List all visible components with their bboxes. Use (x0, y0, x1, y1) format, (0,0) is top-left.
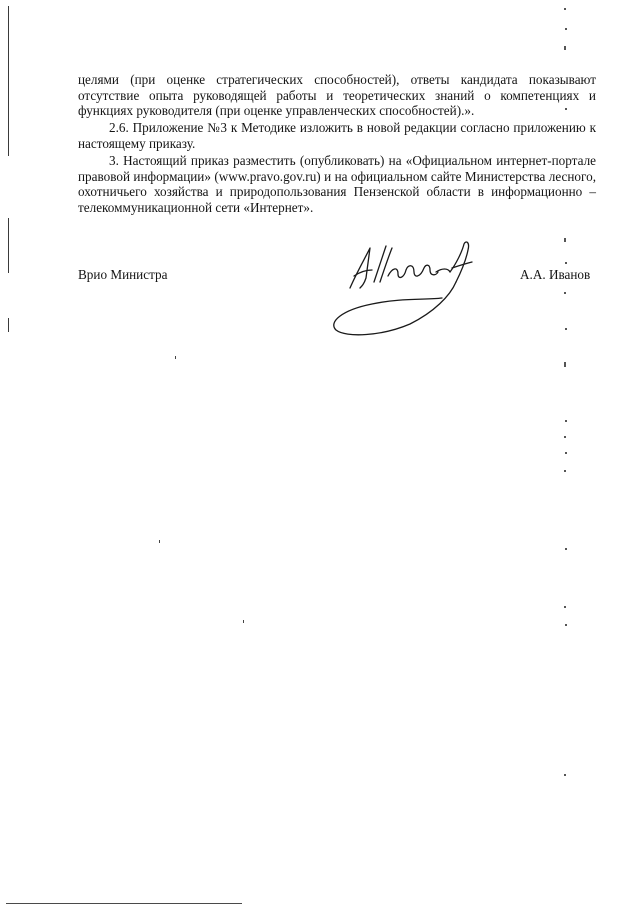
scan-edge-line (8, 318, 9, 332)
scan-edge-line (8, 218, 9, 273)
signatory-name: А.А. Иванов (520, 267, 591, 282)
scan-dot (175, 356, 176, 359)
paragraph-item-3: 3. Настоящий приказ разместить (опубликовать) на «Официальном интернет-портале правовой информации» (www.pravo.gov.ru) и на официальном сайте Министерства лесного, охотничьего хозяйства и природопользования Пензенской области в информационно – телекоммуникационной сети «Интернет». (78, 153, 596, 215)
scan-dot (243, 620, 244, 623)
scan-dot (159, 540, 160, 543)
paragraph-continuation: целями (при оценке стратегических способностей), ответы кандидата показывают отсутствие опыта руководящей работы и теоретических знаний о компетенциях и функциях руководителя (при оценке управленческих способностей).». (78, 72, 596, 119)
scan-edge-line (6, 903, 242, 904)
signatory-title: Врио Министра (78, 267, 168, 282)
paragraph-item-2-6: 2.6. Приложение №3 к Методике изложить в новой редакции согласно приложению к настоящему приказу. (78, 120, 596, 151)
scan-edge-line (8, 6, 9, 156)
handwritten-signature (330, 238, 490, 343)
